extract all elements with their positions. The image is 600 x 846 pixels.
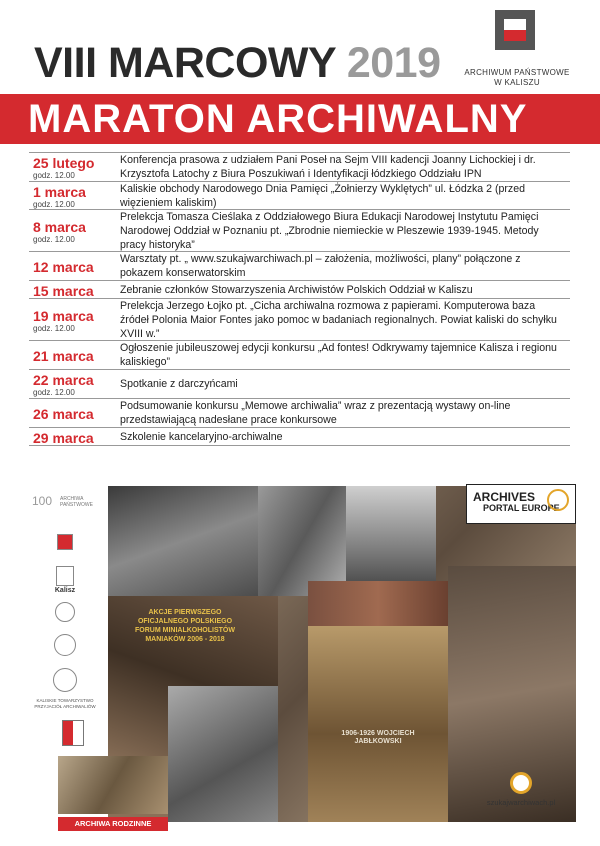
banner-text: MARATON ARCHIWALNY (28, 97, 528, 141)
schedule-description: Ogłoszenie jubileuszowej edycji konkursu „Ad fontes! Odkrywamy tajemnice Kalisza i regionu kaliskiego” (120, 342, 557, 368)
archiwa-rodzinne-label: ARCHIWA RODZINNE (58, 817, 168, 831)
ktpa-label: KALISKIE TOWARZYSTWO PRZYJACIÓŁ ARCHIWALIÓW (34, 698, 96, 709)
schedule-time: godz. 12.00 (33, 234, 75, 244)
schedule-row (29, 299, 570, 341)
schedule-date-cell (29, 281, 114, 298)
kalisz-logo (30, 566, 100, 594)
ktpa-seal-icon (30, 668, 100, 694)
schedule-date: 12 marca (33, 259, 94, 275)
schedule-description: Prelekcja Tomasza Cieślaka z Oddziałowego Biura Edukacji Narodowej Instytutu Pamięci Narodowej Oddział w Poznaniu pt. „Zbrodnie niemieckie w Pleszewie 1939-1945. Metody pracy historyka” (120, 210, 539, 251)
poster-title (34, 40, 441, 86)
schedule-date: 15 marca (33, 282, 94, 299)
schedule-date: 21 marca (33, 348, 94, 364)
title-banner (0, 94, 600, 144)
schedule-date-cell (29, 428, 114, 445)
schedule-date-cell (29, 210, 114, 251)
anniversary-seal-icon (30, 634, 100, 658)
schedule-row (29, 252, 570, 281)
schedule-description: Zebranie członków Stowarzyszenia Archiwistów Polskich Oddział w Kaliszu (120, 283, 473, 296)
schedule-date: 8 marca (33, 218, 86, 235)
schedule-row (29, 210, 570, 252)
schedule-description: Podsumowanie konkursu „Memowe archiwalia” wraz z prezentacją wystawy on-line przedstawiającą nadesłane prace konkursowe (120, 400, 511, 426)
ape-line1: ARCHIVES (473, 490, 536, 504)
schedule-row (29, 399, 570, 428)
coat-of-arms-icon (62, 720, 84, 746)
schedule-description: Spotkanie z darczyńcami (120, 378, 238, 390)
schedule-date-cell (29, 252, 114, 280)
ape-line2: PORTAL EUROPE (483, 503, 560, 513)
ape-magnifier-icon (547, 489, 569, 511)
schedule-description: Warsztaty pt. „ www.szukajwarchiwach.pl – założenia, możliwości, plany” połączone z pokazem konserwatorskim (120, 253, 521, 279)
title-year: 2019 (346, 39, 441, 87)
ipn-logo (30, 602, 100, 624)
location-pin-icon (510, 772, 532, 794)
forum-stamp: AKCJE PIERWSZEGO OFICJALNEGO POLSKIEGO FORUM MINIALKOHOLISTÓW MANIAKÓW 2006 - 2018 (135, 609, 235, 643)
schedule-row (29, 153, 570, 182)
kalisz-label: Kalisz (54, 587, 76, 594)
schedule-date-cell (29, 370, 114, 398)
schedule-date-cell (29, 341, 114, 369)
schedule-date: 22 marca (33, 372, 94, 388)
family-archive-photo (58, 756, 168, 814)
schedule-row (29, 341, 570, 370)
schedule-time: godz. 12.00 (33, 323, 75, 333)
logo-line1: ARCHIWUM PAŃSTWOWE (464, 68, 570, 77)
schedule-date-cell (29, 153, 114, 181)
schedule-description: Prelekcja Jerzego Łojko pt. „Cicha archiwalna rozmowa z papierami. Komputerowa baza źródeł Polonia Maior Fontes jako pomoc w badaniach regionalnych. Powiat kaliski do schyłku XVIII w.” (120, 299, 557, 340)
archive-logo-text (462, 68, 572, 88)
site-url[interactable]: szukajwarchiwach.pl (486, 798, 556, 807)
schedule-time: godz. 12.00 (33, 171, 75, 180)
ktpa-name (30, 698, 100, 710)
schedule-date-cell (29, 399, 114, 427)
schedule-date: 25 lutego (33, 155, 95, 171)
hundred-logo-text: ARCHIWA PAŃSTWOWE (60, 496, 93, 508)
archive-small-logo (30, 534, 100, 552)
schedule-time: godz. 12.00 (33, 199, 75, 209)
schedule-date: 26 marca (33, 406, 94, 422)
title-main: VIII MARCOWY (34, 39, 336, 87)
plaque-text: 1906-1926 WOJCIECH JABŁKOWSKI (341, 730, 415, 745)
schedule-date: 1 marca (33, 183, 86, 200)
site-logo (466, 772, 576, 807)
schedule-row (29, 281, 570, 299)
family-photo (168, 686, 278, 822)
archive-photo (108, 486, 258, 596)
schedule-time: godz. 12.00 (33, 388, 75, 397)
schedule-row (29, 370, 570, 399)
archive-logo-icon (495, 10, 535, 50)
schedule-date: 29 marca (33, 429, 94, 446)
archive-photo (258, 486, 346, 596)
schedule-date: 19 marca (33, 307, 94, 324)
schedule-description: Konferencja prasowa z udziałem Pani Poseł na Sejm VIII kadencji Joanny Lichockiej i dr. Krzysztofa Latochy z Biura Poszukiwań i Identyfikacji łódzkiego Oddziału IPN (120, 154, 536, 180)
schedule-date-cell (29, 299, 114, 340)
archives-portal-europe-logo (466, 484, 576, 524)
archive-photo (308, 581, 448, 631)
hundred-logo: 100 (32, 494, 53, 508)
schedule-date-cell (29, 182, 114, 209)
schedule-row (29, 428, 570, 446)
logo-line2: W KALISZU (494, 78, 540, 87)
archive-photo (346, 486, 436, 596)
schedule-table (29, 152, 570, 446)
portrait-photo (308, 626, 448, 822)
schedule-description: Szkolenie kancelaryjno-archiwalne (120, 430, 283, 443)
schedule-row (29, 182, 570, 210)
schedule-description: Kaliskie obchody Narodowego Dnia Pamięci „Żołnierzy Wyklętych” ul. Łódzka 2 (przed więzieniem kaliskim) (120, 182, 525, 209)
